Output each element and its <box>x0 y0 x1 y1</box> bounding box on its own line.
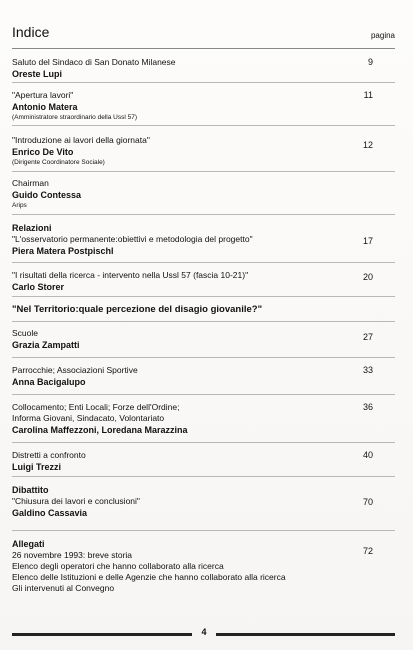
index-entry <box>12 178 395 210</box>
entry-author: Grazia Zampatti <box>12 340 80 350</box>
entry-author: Anna Bacigalupo <box>12 377 86 387</box>
entry-note: Arips <box>12 202 27 209</box>
index-entry <box>12 222 395 257</box>
index-entry <box>12 328 395 351</box>
entry-author: Guido Contessa <box>12 190 82 200</box>
entry-title: Collocamento; Enti Locali; Forze dell'Ordine; <box>12 402 180 412</box>
divider <box>12 82 395 83</box>
footer-rule-left <box>12 633 192 636</box>
entry-author: Piera Matera Postpischl <box>12 246 114 256</box>
entry-title: Chairman <box>12 178 49 188</box>
entry-author: Galdino Cassavia <box>12 508 88 518</box>
entry-title: "Apertura lavori" <box>12 90 74 100</box>
entry-page-number: 33 <box>362 365 373 375</box>
entry-author: Luigi Trezzi <box>12 462 62 472</box>
index-entry <box>12 484 395 519</box>
entry-title: "I risultati della ricerca - intervento nella Ussl 57 (fascia 10-21)" <box>12 270 249 280</box>
divider <box>12 530 395 531</box>
divider <box>12 321 395 322</box>
divider <box>12 357 395 358</box>
entry-title: "Introduzione ai lavori della giornata" <box>12 135 150 145</box>
divider <box>12 262 395 263</box>
entry-note: (Amministratore straordinario della Ussl 57) <box>12 114 137 121</box>
index-entry <box>12 538 395 594</box>
entry-page-number: 20 <box>362 272 373 282</box>
index-entry <box>12 90 395 122</box>
entry-title: Scuole <box>12 328 38 338</box>
entry-title: Elenco degli operatori che hanno collaborato alla ricerca <box>12 561 224 571</box>
entry-title: Saluto del Sindaco di San Donato Milanese <box>12 57 176 67</box>
divider <box>12 214 395 215</box>
divider <box>12 442 395 443</box>
divider <box>12 171 395 172</box>
footer-rule-right <box>216 633 395 636</box>
entry-page-number: 11 <box>363 90 373 100</box>
section-heading: Dibattito <box>12 485 49 495</box>
entry-title: 26 novembre 1993: breve storia <box>12 550 133 560</box>
entry-title: Parrocchie; Associazioni Sportive <box>12 365 138 375</box>
divider <box>12 125 395 126</box>
index-title: Indice <box>12 24 50 40</box>
index-entry <box>12 135 395 167</box>
entry-title: Informa Giovani, Sindacato, Volontariato <box>12 413 165 423</box>
index-entry <box>12 270 395 293</box>
entry-page-number: 12 <box>362 140 373 150</box>
section-heading: Relazioni <box>12 223 52 233</box>
page-column-label: pagina <box>370 31 395 40</box>
index-header <box>12 24 395 49</box>
entry-page-number: 72 <box>362 546 373 556</box>
divider <box>12 296 395 297</box>
index-entry <box>12 402 395 436</box>
entry-author: Enrico De Vito <box>12 147 74 157</box>
entry-title: Elenco delle Istituzioni e delle Agenzie che hanno collaborato alla ricerca <box>12 572 286 582</box>
footer-page-number: 4 <box>201 627 207 637</box>
entry-author: Carlo Storer <box>12 282 65 292</box>
index-entry <box>12 450 395 473</box>
entry-title: "Chiusura dei lavori e conclusioni" <box>12 496 140 506</box>
divider <box>12 476 395 477</box>
index-entry <box>12 304 395 316</box>
entry-page-number: 36 <box>362 402 373 412</box>
divider <box>12 394 395 395</box>
entry-page-number: 17 <box>362 236 373 246</box>
entry-author: Oreste Lupi <box>12 69 63 79</box>
entry-page-number: 40 <box>362 450 373 460</box>
entry-page-number: 9 <box>367 57 373 67</box>
entry-title: Gli intervenuti al Convegno <box>12 583 115 593</box>
entry-author: Carolina Maffezzoni, Loredana Marazzina <box>12 425 188 435</box>
section-heading: Allegati <box>12 539 45 549</box>
entry-author: Antonio Matera <box>12 102 78 112</box>
entry-page-number: 70 <box>362 497 373 507</box>
entry-note: (Dirigente Coordinatore Sociale) <box>12 159 105 166</box>
section-heading: "Nel Territorio:quale percezione del disagio giovanile?" <box>12 304 263 315</box>
index-entry <box>12 57 395 80</box>
entry-title: "L'osservatorio permanente:obiettivi e metodologia del progetto" <box>12 234 253 244</box>
entry-page-number: 27 <box>362 332 373 342</box>
index-entry <box>12 365 395 388</box>
entry-title: Distretti a confronto <box>12 450 86 460</box>
